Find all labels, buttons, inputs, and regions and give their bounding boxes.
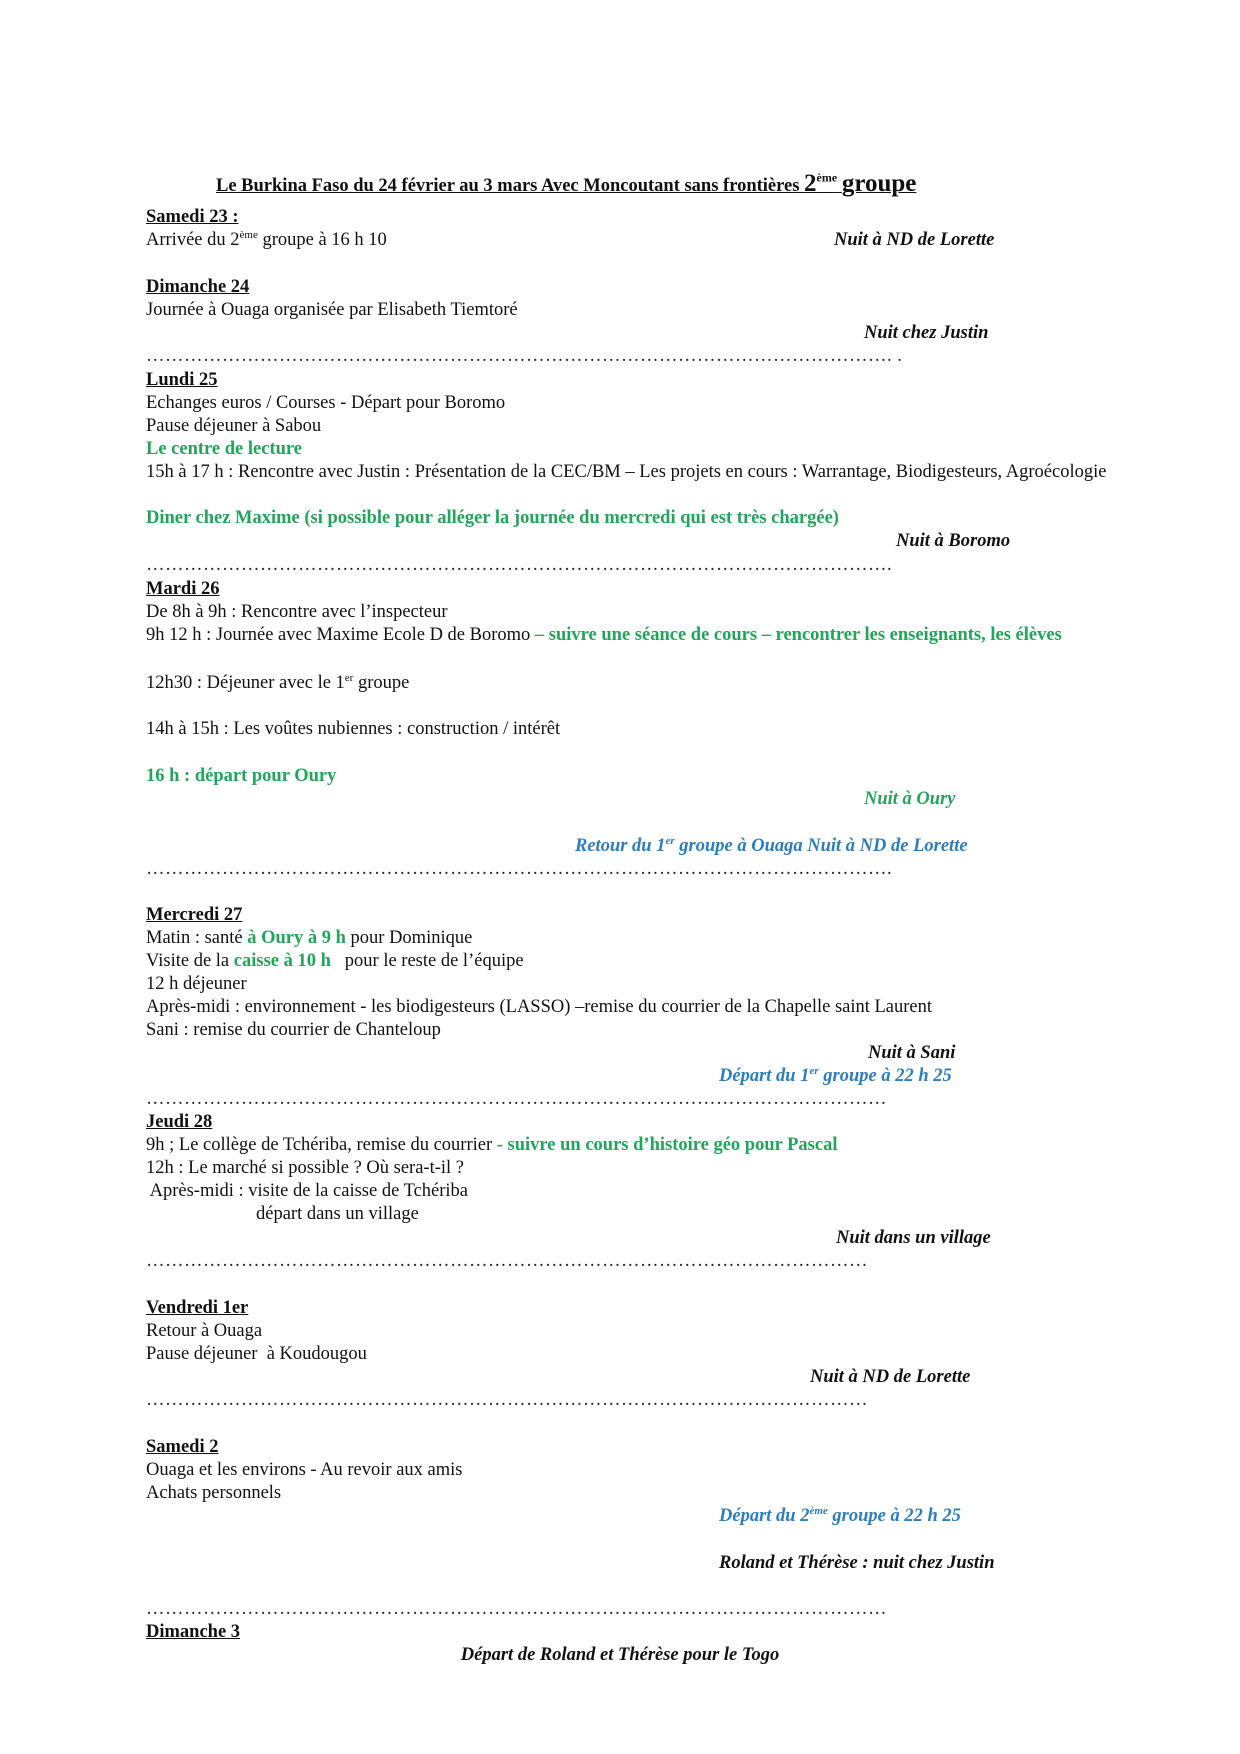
- night-dimanche-24: Nuit chez Justin: [864, 323, 989, 343]
- day-heading-dimanche-24: Dimanche 24: [146, 277, 250, 297]
- roland-therese-night: Roland et Thérèse : nuit chez Justin: [719, 1553, 995, 1573]
- samedi-2-line-2: Achats personnels: [146, 1483, 282, 1503]
- lundi-25-line-5: Diner chez Maxime (si possible pour alléger la journée du mercredi qui est très chargée): [146, 508, 839, 528]
- night-mardi-26: Nuit à Oury: [864, 789, 956, 809]
- arrival-line: Arrivée du 2ème groupe à 16 h 10: [146, 228, 387, 250]
- lundi-25-line-4: 15h à 17 h : Rencontre avec Justin : Présentation de la CEC/BM – Les projets en cours : Warrantage, Biodigesteurs, Agroécologie: [146, 462, 1107, 482]
- day-heading-samedi-2: Samedi 2: [146, 1437, 219, 1457]
- separator: ………………………………………………………………………………………………………: [146, 1089, 887, 1109]
- retour-1er-groupe: Retour du 1er groupe à Ouaga Nuit à ND de Lorette: [575, 834, 968, 856]
- day-heading-mardi-26: Mardi 26: [146, 579, 220, 599]
- separator: ……………………………………………………………………………………………………: [146, 1251, 868, 1271]
- mardi-26-line-2: 9h 12 h : Journée avec Maxime Ecole D de Boromo – suivre une séance de cours – rencontrer les enseignants, les élèves: [146, 625, 1062, 645]
- night-mercredi-27: Nuit à Sani: [868, 1043, 956, 1063]
- dimanche-24-line-1: Journée à Ouaga organisée par Elisabeth Tiemtoré: [146, 300, 518, 320]
- vendredi-1er-line-2: Pause déjeuner à Koudougou: [146, 1344, 367, 1364]
- lundi-25-line-3: Le centre de lecture: [146, 439, 302, 459]
- mardi-26-line-1: De 8h à 9h : Rencontre avec l’inspecteur: [146, 602, 448, 622]
- jeudi-28-line-2: 12h : Le marché si possible ? Où sera-t-il ?: [146, 1158, 464, 1178]
- mercredi-27-line-3: 12 h déjeuner: [146, 974, 247, 994]
- day-heading-mercredi-27: Mercredi 27: [146, 905, 243, 925]
- day-heading-lundi-25: Lundi 25: [146, 370, 218, 390]
- mardi-26-line-5: 16 h : départ pour Oury: [146, 766, 337, 786]
- mercredi-27-line-4: Après-midi : environnement - les biodigesteurs (LASSO) –remise du courrier de la Chapelle saint Laurent: [146, 997, 933, 1017]
- document-title: [216, 170, 916, 198]
- lundi-25-line-1: Echanges euros / Courses - Départ pour Boromo: [146, 393, 506, 413]
- title-number: 2ème: [804, 170, 838, 197]
- separator: ………………………………………………………………………………………………………: [146, 1599, 887, 1619]
- jeudi-28-line-4: départ dans un village: [256, 1204, 419, 1224]
- day-heading-vendredi-1er: Vendredi 1er: [146, 1298, 249, 1318]
- night-lundi-25: Nuit à Boromo: [896, 531, 1011, 551]
- separator: ……………………………………………………………………………………………………….: [146, 555, 893, 575]
- lundi-25-line-2: Pause déjeuner à Sabou: [146, 416, 322, 436]
- day-heading-dimanche-3: Dimanche 3: [146, 1622, 241, 1642]
- night-jeudi-28: Nuit dans un village: [836, 1228, 991, 1248]
- dimanche-3-line-1: Départ de Roland et Thérèse pour le Togo: [460, 1645, 780, 1665]
- title-word: groupe: [841, 170, 917, 197]
- jeudi-28-line-1: 9h ; Le collège de Tchériba, remise du courrier - suivre un cours d’histoire géo pour Pascal: [146, 1135, 838, 1155]
- vendredi-1er-line-1: Retour à Ouaga: [146, 1321, 263, 1341]
- depart-2eme-groupe: Départ du 2ème groupe à 22 h 25: [719, 1504, 961, 1526]
- mardi-26-line-4: 14h à 15h : Les voûtes nubiennes : construction / intérêt: [146, 719, 561, 739]
- mercredi-27-line-1: Matin : santé à Oury à 9 h pour Dominique: [146, 928, 473, 948]
- jeudi-28-line-3: Après-midi : visite de la caisse de Tchériba: [146, 1181, 469, 1201]
- separator: ……………………………………………………………………………………………………: [146, 1390, 868, 1410]
- depart-1er-groupe: Départ du 1er groupe à 22 h 25: [719, 1064, 952, 1086]
- mardi-26-line-3: 12h30 : Déjeuner avec le 1er groupe: [146, 671, 410, 693]
- day-heading-samedi-23: Samedi 23 :: [146, 207, 239, 227]
- mercredi-27-line-2: Visite de la caisse à 10 h pour le reste de l’équipe: [146, 951, 524, 971]
- separator: ……………………………………………………………………………………………………….: [146, 859, 893, 879]
- mercredi-27-line-5: Sani : remise du courrier de Chanteloup: [146, 1020, 441, 1040]
- samedi-2-line-1: Ouaga et les environs - Au revoir aux amis: [146, 1460, 463, 1480]
- title-text: Le Burkina Faso du 24 février au 3 mars Avec Moncoutant sans frontières: [216, 176, 800, 196]
- night-vendredi-1er: Nuit à ND de Lorette: [810, 1367, 971, 1387]
- separator: ………………………………………………………………………………………………………. .: [146, 346, 903, 366]
- day-heading-jeudi-28: Jeudi 28: [146, 1112, 213, 1132]
- night-samedi-23: Nuit à ND de Lorette: [834, 230, 995, 250]
